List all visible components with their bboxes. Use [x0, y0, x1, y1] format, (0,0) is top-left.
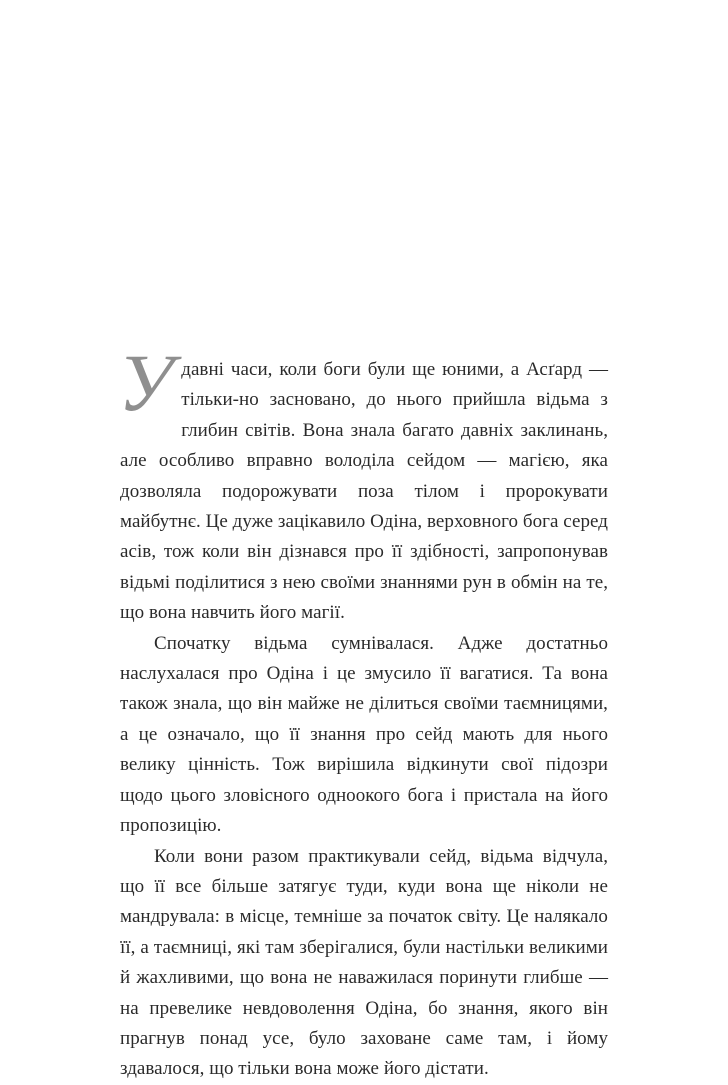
- drop-cap-letter: У: [118, 337, 174, 428]
- paragraph-1: [118, 337, 608, 629]
- paragraph-3: Коли вони разом практикували сейд, відьма відчула, що її все більше затягує туди, куди вона ще ніколи не мандрувала: в місце, темніше за початок світу. Це налякало її, а таємниці, які там зберігалися, були настільки великими й жахливими, що вона не наважилася поринути глибше — на превелике невдоволення Одіна, бо знання, якого він прагнув понад усе, було заховане саме там, і йому здавалося, що тільки вона може його дістати.: [120, 845, 608, 1080]
- paragraph-2: Спочатку відьма сумнівалася. Адже достатньо наслухалася про Одіна і це змусило її вагатися. Та вона також знала, що він майже не ділиться своїми таємницями, а це означало, що її знання про сейд мають для нього велику цінність. Тож вирішила відкинути свої підозри щодо цього зловісного одноокого бога і пристала на його пропозицію.: [120, 632, 608, 837]
- chapter-text: [118, 337, 608, 1085]
- paragraph-1-text: давні часи, коли боги були ще юними, а Асґард — тільки-но засновано, до нього прийшла відьма з глибин світів. Вона знала багато давніх заклинань, але особливо вправно володіла сейдом — магією, яка дозволяла подорожувати поза тілом і пророкувати майбутнє. Це дуже зацікавило Одіна, верховного бога серед асів, тож коли він дізнався про її здібності, запропонував відьмі поділитися з нею своїми знаннями рун в обмін на те, що вона навчить його магії.: [120, 359, 608, 624]
